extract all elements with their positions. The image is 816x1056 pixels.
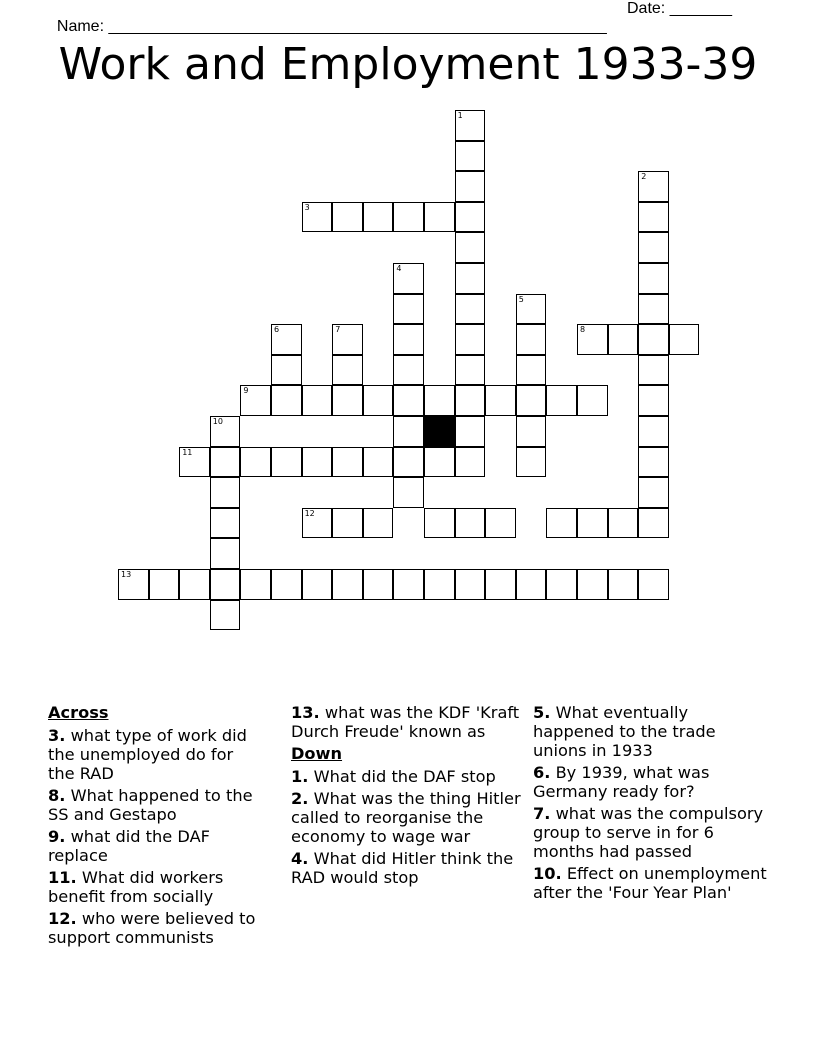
clue-number: 4 [396, 264, 402, 273]
grid-cell[interactable] [332, 324, 363, 355]
grid-cell[interactable] [240, 569, 271, 600]
clue-item [291, 703, 527, 741]
grid-cell[interactable] [485, 385, 516, 416]
grid-cell[interactable] [608, 508, 639, 539]
clue-item-number: 7. [533, 804, 551, 823]
grid-cell[interactable] [210, 569, 241, 600]
clue-item [291, 789, 527, 846]
grid-cell[interactable] [332, 447, 363, 478]
clue-number: 9 [243, 386, 249, 396]
clue-item [48, 786, 263, 824]
grid-cell[interactable] [393, 263, 424, 294]
clue-item-text: What happened to the SS and Gestapo [48, 786, 253, 824]
grid-cell[interactable] [393, 447, 424, 478]
clue-item-number: 6. [533, 763, 551, 782]
clue-item [291, 849, 527, 887]
grid-cell[interactable] [302, 385, 333, 416]
grid-cell[interactable] [577, 324, 608, 355]
grid-cell[interactable] [638, 477, 669, 508]
grid-cell[interactable] [638, 202, 669, 233]
grid-cell[interactable] [118, 569, 149, 600]
clue-number: 13 [121, 570, 132, 579]
grid-cell[interactable] [240, 385, 271, 416]
grid-cell[interactable] [393, 355, 424, 386]
clue-number: 12 [304, 508, 315, 518]
down-clue-list [291, 767, 527, 887]
grid-cell[interactable] [455, 355, 486, 386]
grid-cell[interactable] [638, 355, 669, 386]
clue-item [48, 868, 263, 906]
grid-cell[interactable] [149, 569, 180, 600]
grid-cell[interactable] [516, 416, 547, 447]
grid-cell[interactable] [516, 385, 547, 416]
grid-cell[interactable] [363, 569, 394, 600]
date-field[interactable]: Date: _______ [627, 0, 732, 17]
grid-cell[interactable] [455, 385, 486, 416]
across-clue-list-continued [291, 703, 527, 741]
grid-cell[interactable] [271, 447, 302, 478]
black-cell [424, 416, 455, 447]
grid-cell[interactable] [516, 355, 547, 386]
grid-cell[interactable] [455, 232, 486, 263]
grid-cell[interactable] [516, 447, 547, 478]
grid-cell[interactable] [577, 508, 608, 539]
grid-cell[interactable] [455, 202, 486, 233]
clue-item-number: 8. [48, 786, 66, 805]
clue-number: 10 [212, 417, 223, 426]
clue-number: 3 [304, 202, 310, 212]
clue-item [533, 703, 769, 760]
grid-cell[interactable] [424, 447, 455, 478]
grid-cell[interactable] [577, 569, 608, 600]
grid-cell[interactable] [363, 385, 394, 416]
clue-item-number: 2. [291, 789, 309, 808]
grid-cell[interactable] [271, 569, 302, 600]
clue-item-number: 1. [291, 767, 309, 786]
grid-cell[interactable] [302, 202, 333, 233]
clue-number: 5 [518, 294, 524, 304]
grid-cell[interactable] [516, 324, 547, 355]
grid-cell[interactable] [424, 569, 455, 600]
grid-cell[interactable] [546, 508, 577, 539]
clues-column-3 [533, 703, 769, 905]
grid-cell[interactable] [363, 202, 394, 233]
clue-item-number: 10. [533, 864, 562, 883]
clue-number: 7 [335, 325, 341, 335]
clue-item-text: Effect on unemployment after the 'Four Year Plan' [533, 864, 767, 902]
name-field[interactable]: Name: ________________________________________________________ [56, 18, 607, 35]
grid-cell[interactable] [271, 385, 302, 416]
grid-cell[interactable] [332, 569, 363, 600]
grid-cell[interactable] [332, 355, 363, 386]
grid-cell[interactable] [393, 416, 424, 447]
across-clue-list [48, 726, 263, 947]
grid-cell[interactable] [179, 447, 210, 478]
grid-cell[interactable] [363, 447, 394, 478]
clue-item-text: What did workers benefit from socially [48, 868, 224, 906]
grid-cell[interactable] [210, 477, 241, 508]
clue-item-number: 4. [291, 849, 309, 868]
grid-cell[interactable] [638, 171, 669, 202]
clue-item-text: What was the thing Hitler called to reorganise the economy to wage war [291, 789, 521, 846]
clue-item-number: 3. [48, 726, 66, 745]
grid-cell[interactable] [638, 263, 669, 294]
clue-item-text: who were believed to support communists [48, 909, 256, 947]
clue-item-number: 13. [291, 703, 320, 722]
clue-item [291, 767, 527, 786]
clue-item [48, 909, 263, 947]
grid-cell[interactable] [210, 416, 241, 447]
grid-cell[interactable] [240, 447, 271, 478]
grid-cell[interactable] [332, 202, 363, 233]
grid-cell[interactable] [271, 355, 302, 386]
clue-item-number: 11. [48, 868, 77, 887]
grid-cell[interactable] [302, 508, 333, 539]
clue-item-text: By 1939, what was Germany ready for? [533, 763, 710, 801]
grid-cell[interactable] [393, 202, 424, 233]
clue-item-text: What did the DAF stop [308, 767, 496, 786]
grid-cell[interactable] [424, 385, 455, 416]
grid-cell[interactable] [455, 171, 486, 202]
grid-cell[interactable] [455, 263, 486, 294]
grid-cell[interactable] [393, 385, 424, 416]
clue-number: 2 [641, 172, 647, 182]
grid-cell[interactable] [393, 294, 424, 325]
grid-cell[interactable] [210, 600, 241, 631]
clue-item [533, 864, 769, 902]
clues-column-1 [48, 703, 263, 950]
grid-cell[interactable] [485, 508, 516, 539]
clue-item [48, 827, 263, 865]
clue-item [533, 804, 769, 861]
clue-number: 6 [274, 325, 280, 335]
clue-item-number: 12. [48, 909, 77, 928]
grid-cell[interactable] [638, 569, 669, 600]
grid-cell[interactable] [455, 447, 486, 478]
clue-item [48, 726, 263, 783]
grid-cell[interactable] [546, 569, 577, 600]
grid-cell[interactable] [302, 447, 333, 478]
grid-cell[interactable] [455, 569, 486, 600]
grid-cell[interactable] [363, 508, 394, 539]
grid-cell[interactable] [210, 447, 241, 478]
clue-item-text: What eventually happened to the trade unions in 1933 [533, 703, 716, 760]
grid-cell[interactable] [455, 508, 486, 539]
clue-item-text: What did Hitler think the RAD would stop [291, 849, 514, 887]
across-heading: Across [48, 703, 109, 722]
grid-cell[interactable] [546, 385, 577, 416]
grid-cell[interactable] [455, 110, 486, 141]
clue-number: 8 [580, 325, 586, 335]
grid-cell[interactable] [332, 385, 363, 416]
clue-item-number: 9. [48, 827, 66, 846]
grid-cell[interactable] [638, 385, 669, 416]
clue-item [533, 763, 769, 801]
grid-cell[interactable] [455, 416, 486, 447]
grid-cell[interactable] [638, 294, 669, 325]
grid-cell[interactable] [393, 324, 424, 355]
grid-cell[interactable] [393, 569, 424, 600]
clue-item-text: what type of work did the unemployed do for the RAD [48, 726, 247, 783]
grid-cell[interactable] [485, 569, 516, 600]
grid-cell[interactable] [455, 324, 486, 355]
clue-item-text: what did the DAF replace [48, 827, 210, 865]
clue-item-text: what was the compulsory group to serve in for 6 months had passed [533, 804, 764, 861]
grid-cell[interactable] [455, 294, 486, 325]
clue-number: 11 [182, 447, 193, 457]
clues-column-2 [291, 703, 527, 890]
grid-cell[interactable] [516, 569, 547, 600]
grid-cell[interactable] [210, 508, 241, 539]
grid-cell[interactable] [424, 202, 455, 233]
grid-cell[interactable] [608, 569, 639, 600]
grid-cell[interactable] [210, 538, 241, 569]
page-title: Work and Employment 1933-39 [58, 39, 758, 90]
grid-cell[interactable] [302, 569, 333, 600]
down-heading: Down [291, 744, 343, 763]
grid-cell[interactable] [455, 141, 486, 172]
clue-number: 1 [457, 111, 463, 120]
grid-cell[interactable] [638, 324, 669, 355]
grid-cell[interactable] [638, 447, 669, 478]
grid-cell[interactable] [638, 232, 669, 263]
grid-cell[interactable] [577, 385, 608, 416]
grid-cell[interactable] [669, 324, 700, 355]
clue-item-text: what was the KDF 'Kraft Durch Freude' known as [291, 703, 520, 741]
down-clue-list-continued [533, 703, 769, 902]
grid-cell[interactable] [179, 569, 210, 600]
clue-item-number: 5. [533, 703, 551, 722]
grid-cell[interactable] [332, 508, 363, 539]
grid-cell[interactable] [638, 416, 669, 447]
grid-cell[interactable] [393, 477, 424, 508]
grid-cell[interactable] [516, 294, 547, 325]
grid-cell[interactable] [638, 508, 669, 539]
grid-cell[interactable] [271, 324, 302, 355]
grid-cell[interactable] [424, 508, 455, 539]
grid-cell[interactable] [608, 324, 639, 355]
